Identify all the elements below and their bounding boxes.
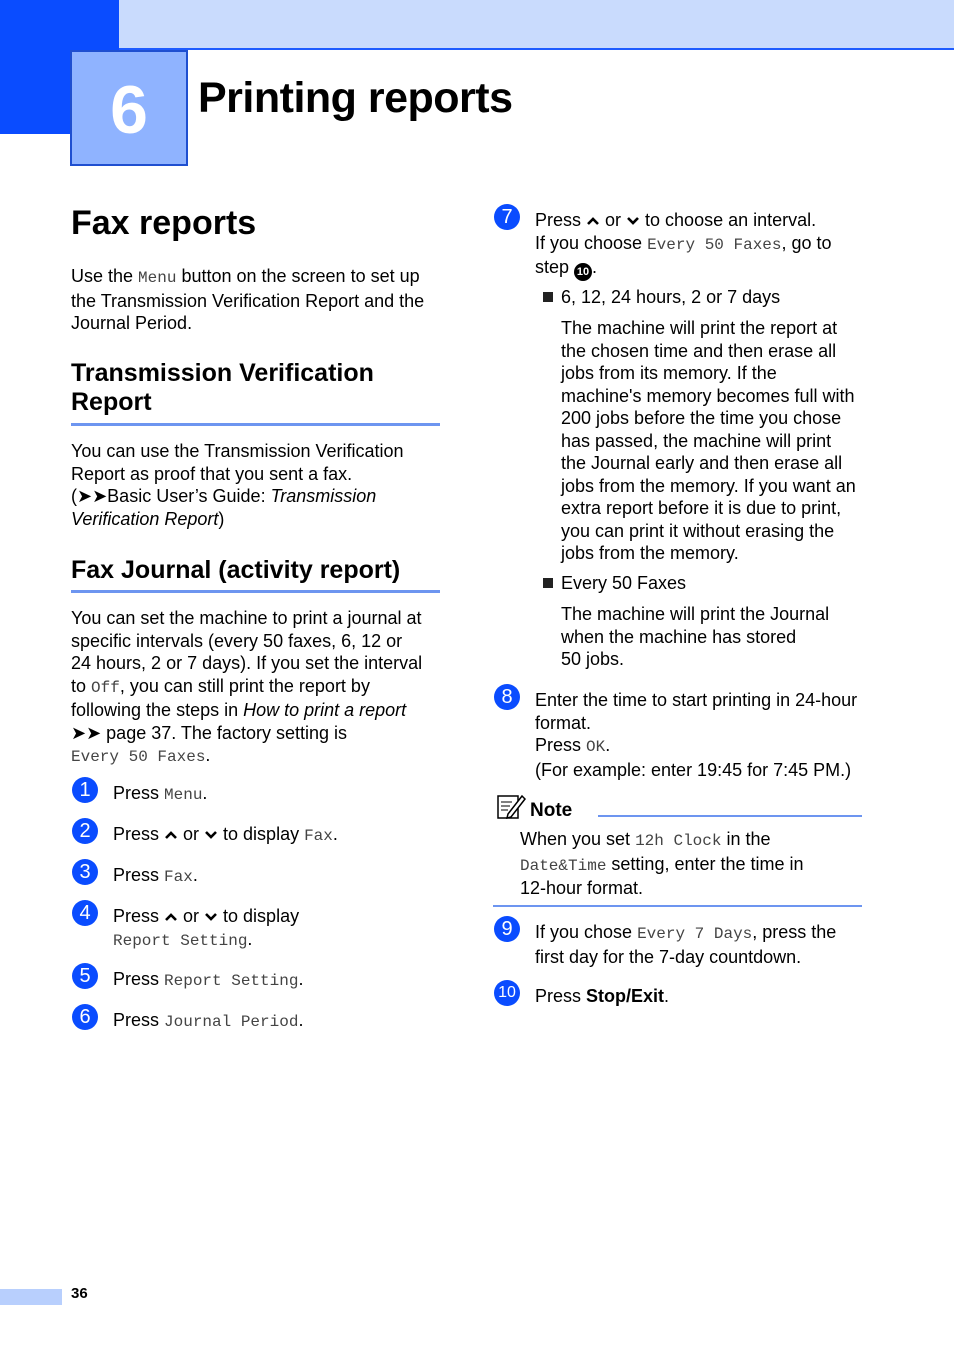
journal-heading: Fax Journal (activity report) xyxy=(71,556,401,584)
tvr-heading: Transmission Verification Report xyxy=(71,359,374,416)
intro-paragraph: Use the Menu button on the screen to set up the Transmission Verification Report and the Journal Period. xyxy=(71,266,425,333)
step-10-text: Press Stop/Exit. xyxy=(535,986,670,1006)
step-7-text: Press or to choose an interval. If you choose Every 50 Faxes, go to step 10 . xyxy=(535,209,865,281)
bullet-1-description: The machine will print the report at the chosen time and then erase all jobs from its memory. If the machine's memory becomes full with 200 jobs before the time you chose has passed, the machine will print the Journal early and then erase all jobs from the memory. If you want an extra report before it is due to print, you can print it without erasing the jobs from the memory. xyxy=(561,318,856,563)
step-ref-badge: 10 xyxy=(574,263,592,281)
up-arrow-icon xyxy=(164,906,178,926)
tvr-paragraph: You can use the Transmission Verification Report as proof that you sent a fax. (➤➤Basic User’s Guide: Transmission Verification Report) xyxy=(71,441,404,529)
up-arrow-icon xyxy=(586,210,600,230)
bullet-square xyxy=(543,578,553,588)
step-number-4: 4 xyxy=(72,900,98,926)
step-3-text: Press Fax. xyxy=(113,865,198,886)
chapter-title: Printing reports xyxy=(198,74,513,122)
double-arrow-icon: ➤➤ xyxy=(71,722,102,743)
page-number: 36 xyxy=(71,1285,88,1302)
note-bottom-rule xyxy=(493,905,862,907)
step-8-text: Enter the time to start printing in 24-hour format. Press OK. (For example: enter 19:45 for 7:45 PM.) xyxy=(535,690,858,780)
step-number-7: 7 xyxy=(494,204,520,230)
bullet-2-label: Every 50 Faxes xyxy=(561,573,687,593)
double-arrow-icon: ➤➤ xyxy=(77,486,108,506)
step-number-8: 8 xyxy=(494,684,520,710)
note-top-rule xyxy=(598,815,862,817)
step-number-2: 2 xyxy=(72,818,98,844)
bullet-square xyxy=(543,292,553,302)
step-2-text: Press or to display Fax. xyxy=(113,824,338,845)
bullet-2-description: The machine will print the Journal when the machine has stored 50 jobs. xyxy=(561,604,830,669)
step-1-text: Press Menu. xyxy=(113,783,208,804)
step-number-10: 10 xyxy=(494,980,520,1006)
step-number-1: 1 xyxy=(72,777,98,803)
step-number-5: 5 xyxy=(72,963,98,989)
step-number-9: 9 xyxy=(494,916,520,942)
step-6-text: Press Journal Period. xyxy=(113,1010,304,1031)
down-arrow-icon xyxy=(204,824,218,844)
down-arrow-icon xyxy=(204,906,218,926)
journal-heading-rule xyxy=(71,590,440,593)
note-body: When you set 12h Clock in the Date&Time setting, enter the time in 12-hour format. xyxy=(520,829,804,898)
tvr-heading-rule xyxy=(71,423,440,426)
up-arrow-icon xyxy=(164,824,178,844)
section-heading-fax-reports: Fax reports xyxy=(71,204,257,242)
step-number-3: 3 xyxy=(72,859,98,885)
note-title: Note xyxy=(530,800,573,821)
chapter-number: 6 xyxy=(70,50,188,166)
step-9-text: If you chose Every 7 Days, press the first day for the 7-day countdown. xyxy=(535,922,837,967)
note-icon xyxy=(496,792,526,827)
journal-paragraph: You can set the machine to print a journal at specific intervals (every 50 faxes, 6, 12 or 24 hours, 2 or 7 days). If you set the interval to Off, you can still print the report by following the steps in How to print a report ➤➤ page 37. The factory setting is Every 50 Faxes. xyxy=(71,608,423,766)
bullet-1-label: 6, 12, 24 hours, 2 or 7 days xyxy=(561,287,781,307)
header-band xyxy=(0,0,954,50)
footer-bar xyxy=(0,1289,62,1305)
down-arrow-icon xyxy=(626,210,640,230)
step-4-text: Press or to display Report Setting. xyxy=(113,906,300,950)
step-5-text: Press Report Setting. xyxy=(113,969,304,990)
step-number-6: 6 xyxy=(72,1004,98,1030)
